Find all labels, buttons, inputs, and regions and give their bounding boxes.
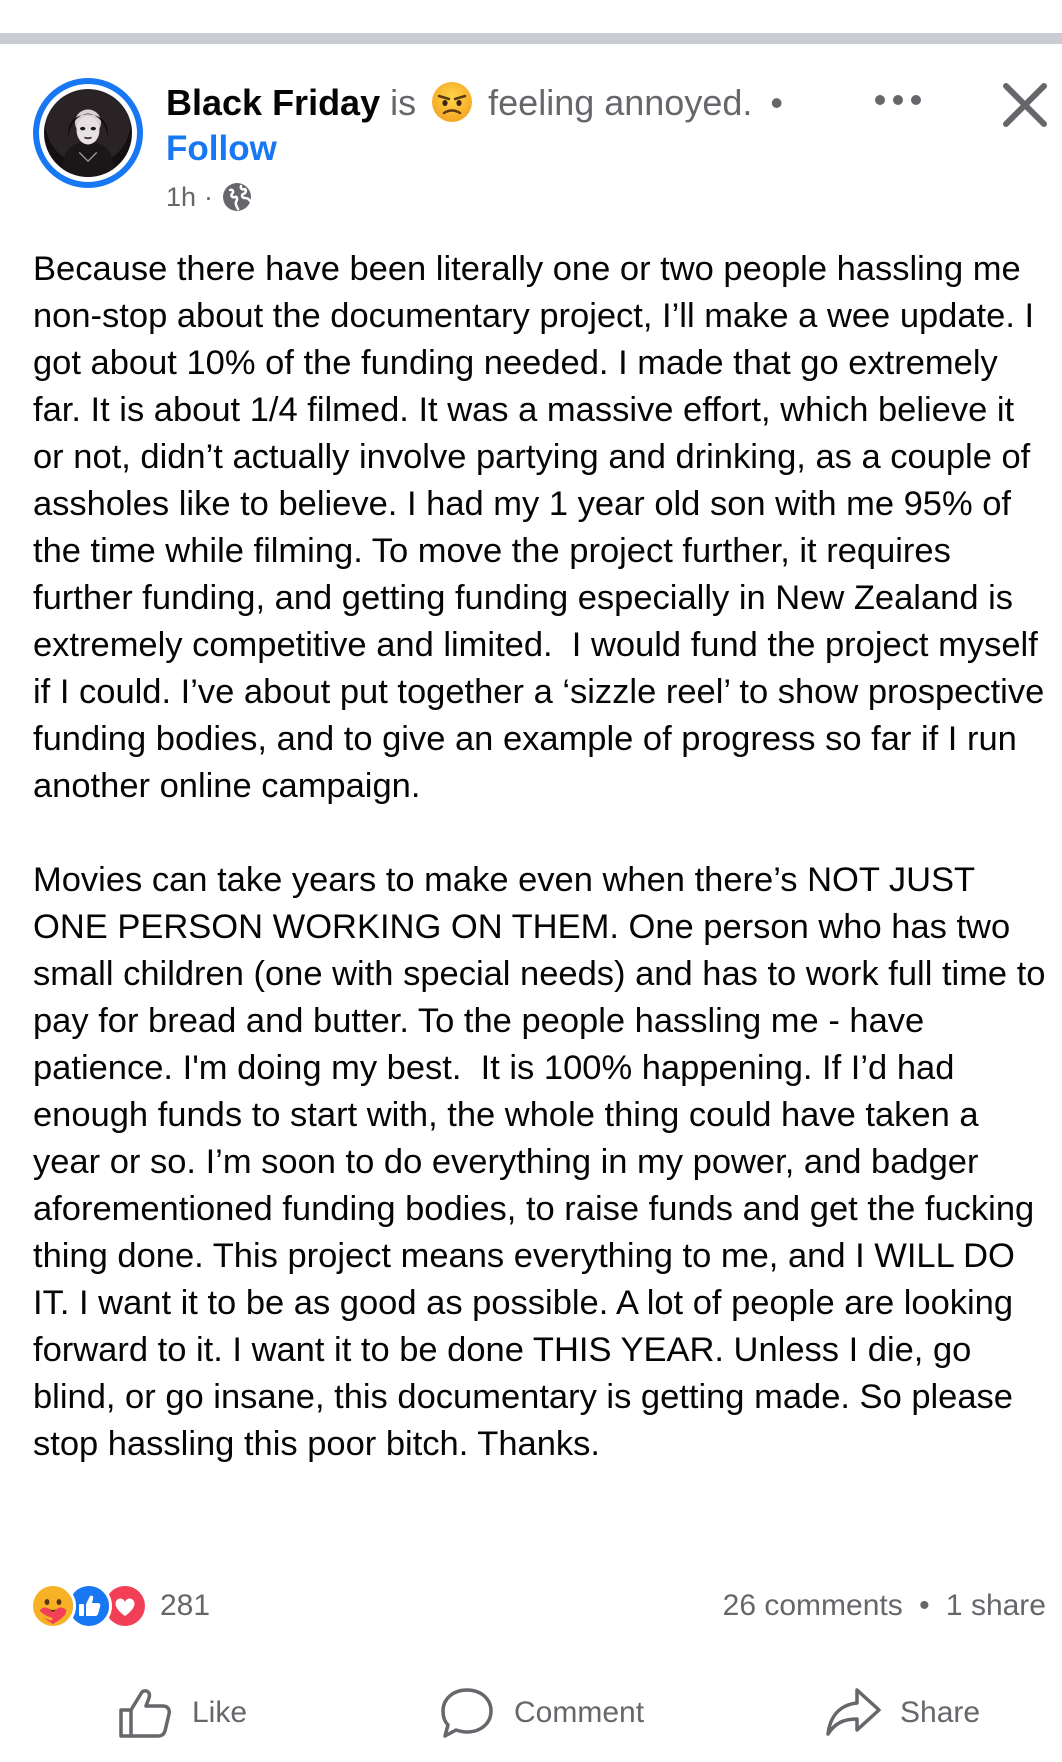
is-word: is <box>390 82 417 123</box>
annoyed-face-icon <box>430 80 474 124</box>
close-icon[interactable] <box>998 78 1052 132</box>
author-line <box>166 80 783 125</box>
shares-count[interactable]: 1 share <box>945 1589 1046 1622</box>
action-bar <box>0 1680 1062 1746</box>
comment-bubble-icon <box>438 1684 496 1742</box>
share-button[interactable] <box>824 1680 980 1746</box>
separator: • <box>770 82 783 123</box>
post-body <box>33 246 1056 1468</box>
stats-separator: • <box>919 1589 930 1622</box>
comment-button[interactable] <box>438 1680 644 1746</box>
like-label: Like <box>192 1696 248 1729</box>
engagement-stats <box>723 1586 1046 1626</box>
share-arrow-icon <box>824 1684 882 1742</box>
feeling-text: feeling annoyed. <box>488 82 753 123</box>
comments-count[interactable]: 26 comments <box>722 1589 903 1622</box>
thumbs-up-icon <box>116 1684 174 1742</box>
post-meta <box>166 180 253 214</box>
avatar[interactable] <box>33 78 143 188</box>
follow-button[interactable]: Follow <box>166 129 277 168</box>
care-icon <box>30 1583 76 1629</box>
share-label: Share <box>900 1696 981 1729</box>
post-paragraph: Movies can take years to make even when there’s NOT JUST ONE PERSON WORKING ON THEM. One person who has two small children (one with special needs) and has to work full time to pay for bread and butter. To the people hassling me - have patience. I'm doing my best. It is 100% happening. If I’d had enough funds to start with, the whole thing could have taken a year or so. I’m soon to do everything in my power, and badger aforementioned funding bodies, to raise funds and get the fucking thing done. This project means everything to me, and I WILL DO IT. I want it to be as good as possible. A lot of people are looking forward to it. I want it to be done THIS YEAR. Unless I die, go blind, or go insane, this documentary is getting made. So please stop hassling this poor bitch. Thanks. <box>33 861 1056 1463</box>
post-paragraph: Because there have been literally one or two people hassling me non-stop about the documentary project, I’ll make a wee update. I got about 10% of the funding needed. I made that go extremely far. It is about 1/4 filmed. It was a massive effort, which believe it or not, didn’t actually involve partying and drinking, as a couple of assholes like to believe. I had my 1 year old son with me 95% of the time while filming. To move the project further, it requires further funding, and getting funding especially in New Zealand is extremely competitive and limited. I would fund the project myself if I could. I’ve about put together a ‘sizzle reel’ to show prospective funding bodies, and to give an example of progress so far if I run another online campaign. <box>33 250 1054 805</box>
profile-photo-icon <box>44 89 132 177</box>
globe-icon[interactable] <box>221 181 253 213</box>
reactions-summary[interactable] <box>30 1581 210 1631</box>
top-divider <box>0 33 1062 44</box>
profile-photo <box>44 89 132 177</box>
comment-label: Comment <box>514 1696 645 1729</box>
more-options-icon[interactable] <box>868 80 928 120</box>
author-name[interactable]: Black Friday <box>166 82 381 123</box>
post-time[interactable]: 1h <box>166 182 197 212</box>
reaction-count: 281 <box>160 1589 211 1622</box>
like-button[interactable] <box>116 1680 247 1746</box>
post-header <box>0 60 1062 240</box>
time-separator: · <box>204 182 214 212</box>
